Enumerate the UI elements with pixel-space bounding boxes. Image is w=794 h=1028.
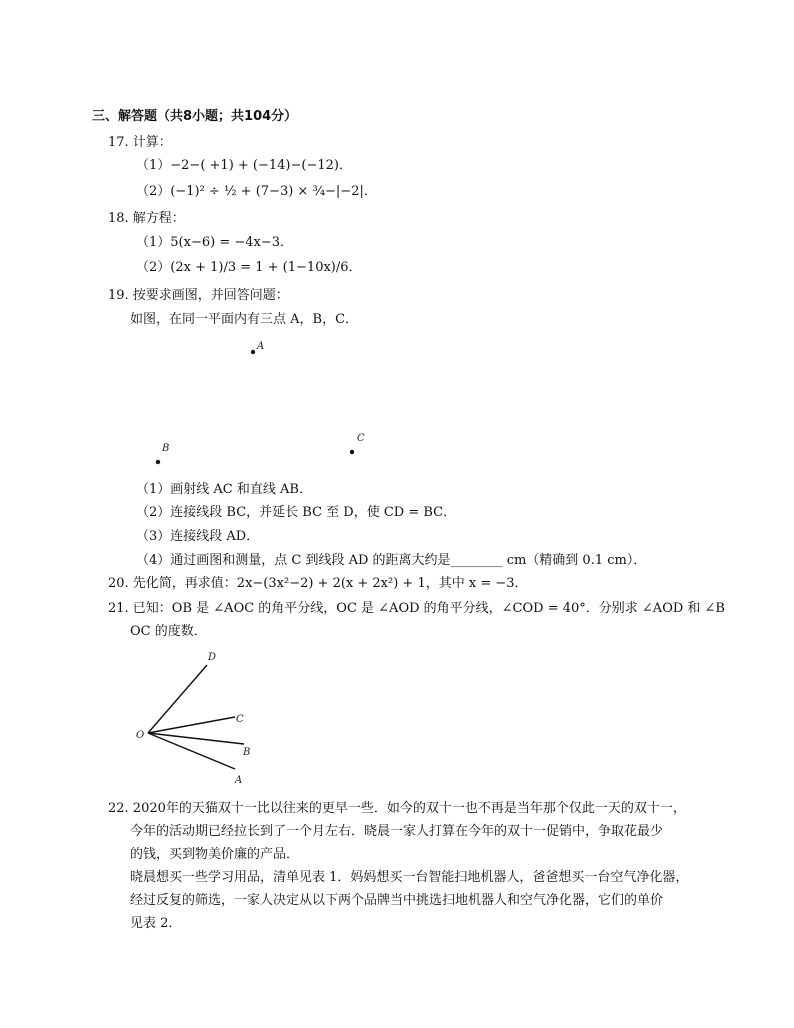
ray-oc [148,717,235,733]
ray-od [148,665,207,733]
q21-line1: 21. 已知：OB 是 ∠AOC 的角平分线，OC 是 ∠AOD 的角平分线，∠COD = 40°．分别求 ∠AOD 和 ∠B [108,601,725,616]
section-title: 三、解答题（共8小题；共104分） [92,109,298,124]
q18-sub1: （1）5(x−6) = −4x−3． [136,235,293,250]
q17-sub2: （2）(−1)² ÷ ½ + (7−3) × ¾−|−2|． [136,184,377,199]
q19-sub4: （4）通过画图和测量，点 C 到线段 AD 的距离大约是________ cm（精确到 0.1 cm）． [136,553,647,568]
q17-title: 17. 计算： [108,135,172,150]
q19-intro: 如图，在同一平面内有三点 A，B，C． [130,312,359,327]
q19-figure [156,341,365,464]
point-c [350,450,354,454]
q22-line1: 22. 2020年的天猫双十一比以往来的更早一些．如今的双十一也不再是当年那个仅此一天的双十一， [108,801,686,816]
point-b-label: B [162,443,170,454]
q22-line5: 经过反复的筛选，一家人决定从以下两个品牌当中挑选扫地机器人和空气净化器，它们的单价 [130,893,664,908]
label-a: A [235,775,243,786]
q21-figure [148,665,244,769]
label-d: D [208,652,217,663]
label-o: O [136,730,145,741]
q19-sub2: （2）连接线段 BC，并延长 BC 至 D，使 CD = BC． [136,505,457,520]
q21-labels [136,652,250,786]
point-c-label: C [357,433,365,444]
q20-text: 20. 先化简，再求值：2x−(3x²−2) + 2(x + 2x²) + 1，其中 x = −3． [108,576,528,591]
q17-sub1: （1）−2−( +1) + (−14)−(−12)． [136,158,352,173]
q22-line4: 晓晨想买一些学习用品，清单见表 1．妈妈想买一台智能扫地机器人，爸爸想买一台空气净化器， [130,870,689,885]
q18-sub2: （2）(2x + 1)/3 = 1 + (1−10x)/6． [136,260,362,275]
q19-sub3: （3）连接线段 AD． [136,529,260,544]
q19-sub1: （1）画射线 AC 和直线 AB． [136,482,312,497]
q18-title: 18. 解方程： [108,211,185,226]
label-b: B [243,747,251,758]
label-c: C [236,714,244,725]
point-a [251,350,255,354]
point-a-label: A [257,341,265,352]
q19-title: 19. 按要求画图，并回答问题： [108,288,289,303]
q22-line6: 见表 2． [130,916,182,931]
q22-line3: 的钱，买到物美价廉的产品． [130,847,300,862]
point-b [156,460,160,464]
q21-line2: OC 的度数． [130,624,207,639]
q22-line2: 今年的活动期已经拉长到了一个月左右．晓晨一家人打算在今年的双十一促销中，争取花最少 [130,824,664,839]
